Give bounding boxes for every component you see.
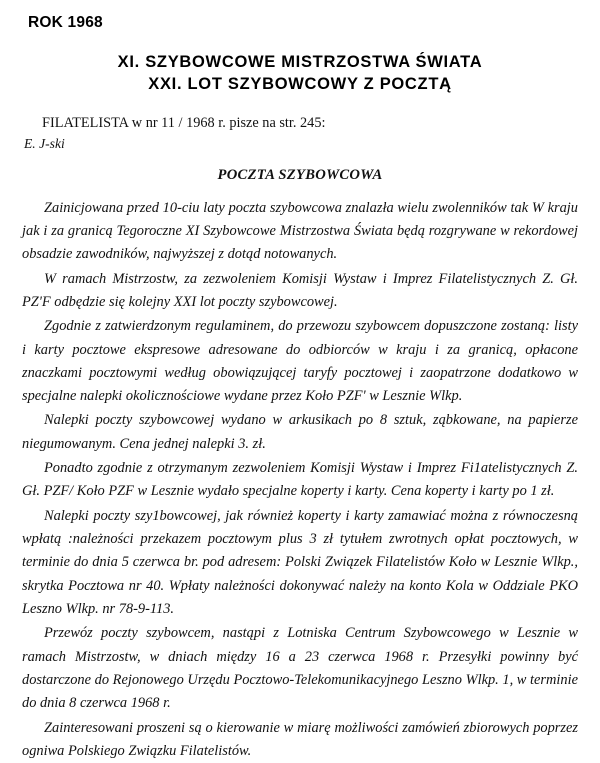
- document-title: [22, 52, 578, 96]
- paragraph: Zgodnie z zatwierdzonym regulaminem, do przewozu szybowcem dopuszczone zostaną: listy i karty pocztowe ekspresowe adresowane do odbiorców w kraju i za granicą, opłacone znaczkami pocztowymi według obowiązującej taryfy pocztowej i zaopatrzone dodatkowo w specjalne nalepki okolicznościowe wydane przez Koło PZF' w Lesznie Wlkp.: [22, 318, 578, 405]
- paragraph: Nalepki poczty szy1bowcowej, jak również koperty i karty zamawiać można z równoczesną wpłatą :należności przekazem pocztowym plus 3 zł tytułem zwrotnych opłat pocztowych, w terminie do dnia 5 czerwca br. pod adresem: Polski Związek Filatelistów Koło w Lesznie Wlkp., skrytka Pocztowa nr 40. Wpłaty należności dokonywać należy na konto Kola w Oddziale PKO Leszno Wlkp. nr 78-9-113.: [22, 507, 578, 618]
- paragraph: W ramach Mistrzostw, za zezwoleniem Komisji Wystaw i Imprez Filatelistycznych Z. Gł. PZ'F odbędzie się kolejny XXI lot poczty szybowcowej.: [22, 270, 578, 310]
- paragraph: Zainicjowana przed 10-ciu laty poczta szybowcowa znalazła wielu zwolenników tak W kraju jak i za granicą Tegoroczne XI Szybowcowe Mistrzostwa Świata będą rozgrywane w rekordowej obsadzie zawodników, najwyższej z dotąd notowanych.: [22, 199, 578, 263]
- paragraph: Nalepki poczty szybowcowej wydano w arkusikach po 8 sztuk, ząbkowane, na papierze niegumowanym. Cena jednej nalepki 3. zł.: [22, 412, 578, 452]
- document-title-line-2: XXI. LOT SZYBOWCOWY Z POCZTĄ: [148, 74, 452, 93]
- document-title-line-1: XI. SZYBOWCOWE MISTRZOSTWA ŚWIATA: [117, 53, 483, 71]
- article-heading: POCZTA SZYBOWCOWA: [217, 166, 383, 183]
- year-heading: ROK 1968: [28, 14, 103, 31]
- paragraph: Przewóz poczty szybowcem, nastąpi z Lotniska Centrum Szybowcowego w Lesznie w ramach Mistrzostw, w dniach między 16 a 23 czerwca 1968 r. Przesyłki powinny być dostarczone do Rejonowego Urzędu Pocztowo-Telekomunikacyjnego Leszno Wlkp. 1, w terminie do dnia 8 czerwca 1968 r.: [22, 625, 578, 712]
- author-byline: E. J-ski: [24, 135, 65, 151]
- source-reference: FILATELISTA w nr 11 / 1968 r. pisze na str. 245:: [42, 114, 326, 131]
- paragraph: Zainteresowani proszeni są o kierowanie w miarę możliwości zamówień zbiorowych poprzez ogniwa Polskiego Związku Filatelistów.: [22, 719, 578, 760]
- paragraph: Ponadto zgodnie z otrzymanym zezwoleniem Komisji Wystaw i Imprez Fi1atelistycznych Z. Gł. PZF/ Koło PZF w Lesznie wydało specjalne koperty i karty. Cena koperty i karty po 1 zł.: [22, 460, 578, 500]
- article-body: [22, 197, 578, 763]
